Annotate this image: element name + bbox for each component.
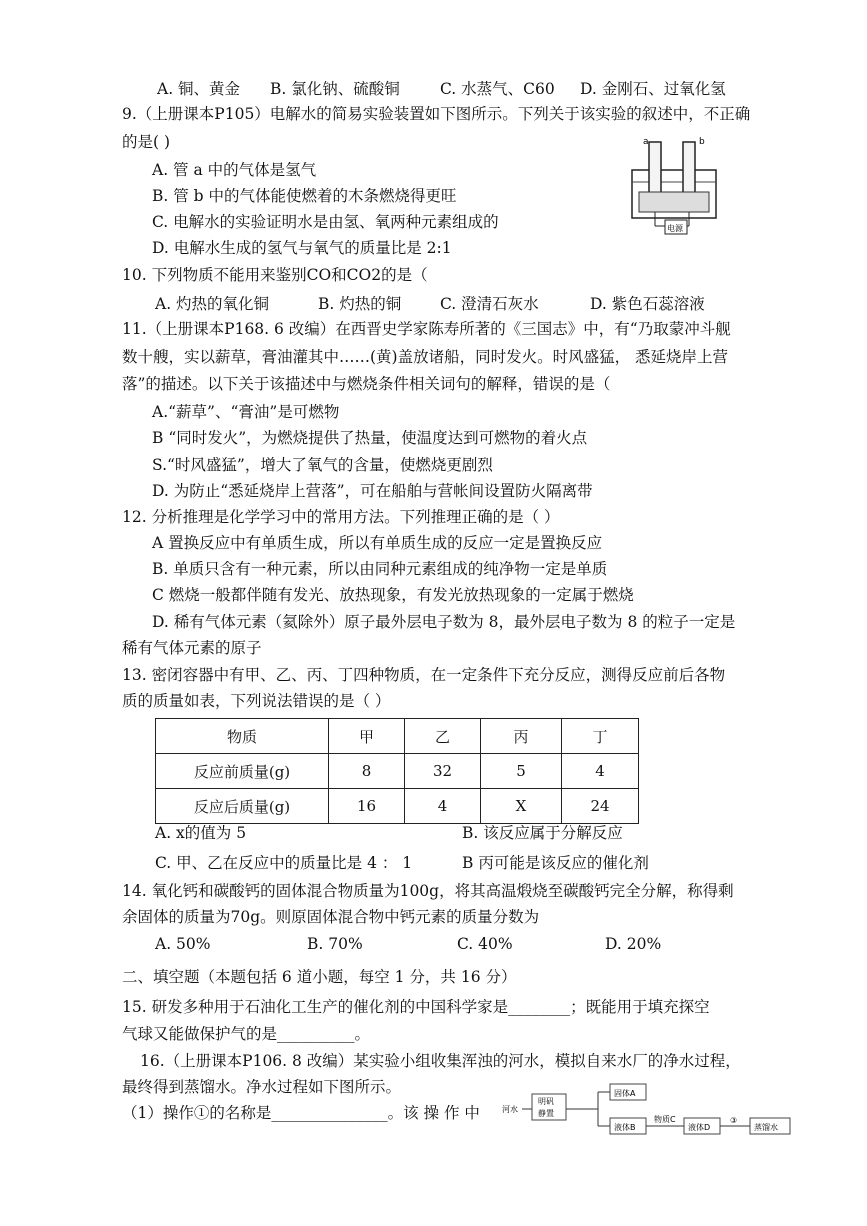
q15-line2: 气球又能做保护气的是__________。 — [122, 1025, 371, 1043]
q12-option-d-continued: 稀有气体元素的原子 — [122, 639, 262, 657]
q13-option-a: A. x的值为 5 — [155, 824, 247, 842]
q9-stem-line2: 的是( ) — [122, 133, 171, 151]
mass-table — [155, 718, 639, 824]
table-header-cell: 甲 — [329, 719, 405, 754]
q11-stem-line3: 落”的描述。以下关于该描述中与燃烧条件相关词句的解释，错误的是（ — [122, 375, 611, 393]
q11-option-d: D. 为防止“悉延烧岸上营落”，可在船舶与营帐间设置防火隔离带 — [152, 482, 593, 500]
table-header-row — [156, 719, 639, 754]
q8-option-b: B. 氯化钠、硫酸铜 — [270, 80, 400, 98]
flow-settle: 静置 — [538, 1109, 554, 1118]
flow-distilled-water: 蒸馏水 — [754, 1123, 778, 1132]
table-cell: 反应后质量(g) — [156, 789, 329, 824]
q10-option-b: B. 灼热的铜 — [318, 295, 402, 313]
flow-substance-c: 物质C — [654, 1115, 676, 1124]
q11-stem-line1: 11.（上册课本P168. 6 改编）在西晋史学家陈寿所著的《三国志》中，有“乃取蒙冲斗舰 — [122, 320, 731, 338]
q13-stem-line1: 13. 密闭容器中有甲、乙、丙、丁四种物质，在一定条件下充分反应，测得反应前后各物 — [122, 666, 726, 684]
purification-flow-diagram — [498, 1078, 798, 1138]
q14-option-c: C. 40% — [457, 935, 513, 953]
q8-option-a: A. 铜、黄金 — [157, 80, 241, 98]
q12-option-d: D. 稀有气体元素（氦除外）原子最外层电子数为 8，最外层电子数为 8 的粒子一定是 — [152, 613, 736, 631]
table-header-cell: 乙 — [405, 719, 481, 754]
q8-option-c: C. 水蒸气、C60 — [440, 80, 555, 98]
q10-option-c: C. 澄清石灰水 — [440, 295, 539, 313]
table-cell: 4 — [405, 789, 481, 824]
q14-stem-line2: 余固体的质量为70g。则原固体混合物中钙元素的质量分数为 — [122, 908, 540, 926]
q8-option-d: D. 金刚石、过氧化氢 — [580, 80, 726, 98]
table-cell: X — [481, 789, 562, 824]
q13-stem-line2: 质的质量如表，下列说法错误的是（ ） — [122, 692, 391, 710]
q12-stem: 12. 分析推理是化学学习中的常用方法。下列推理正确的是（ ） — [122, 508, 560, 526]
flow-alum: 明矾 — [538, 1097, 554, 1106]
table-cell: 24 — [562, 789, 639, 824]
q9-option-c: C. 电解水的实验证明水是由氢、氧两种元素组成的 — [152, 213, 499, 231]
flow-liquid-b: 液体B — [614, 1123, 636, 1132]
q9-option-d: D. 电解水生成的氢气与氧气的质量比是 2:1 — [152, 239, 452, 257]
power-source-label: 电源 — [667, 224, 683, 233]
table-cell: 5 — [481, 754, 562, 789]
q14-option-a: A. 50% — [155, 935, 211, 953]
flow-river-water: 河水 — [502, 1105, 518, 1114]
q13-option-c: C. 甲、乙在反应中的质量比是 4 ： 1 — [155, 854, 413, 872]
table-cell: 反应前质量(g) — [156, 754, 329, 789]
q12-option-c: C 燃烧一般都伴随有发光、放热现象，有发光放热现象的一定属于燃烧 — [152, 586, 634, 604]
q11-option-b: B “同时发火”，为燃烧提供了热量，使温度达到可燃物的着火点 — [152, 429, 588, 447]
q12-option-a: A 置换反应中有单质生成，所以有单质生成的反应一定是置换反应 — [152, 534, 603, 552]
q16-line3: （1）操作①的名称是_______________。该 操 作 中 — [122, 1104, 480, 1122]
q13-option-b: B. 该反应属于分解反应 — [462, 824, 623, 842]
table-header-cell: 物质 — [156, 719, 329, 754]
table-cell: 8 — [329, 754, 405, 789]
q12-option-b: B. 单质只含有一种元素，所以由同种元素组成的纯净物一定是单质 — [152, 560, 608, 578]
flow-liquid-d: 液体D — [688, 1123, 711, 1132]
tube-b-label: b — [699, 137, 705, 147]
q9-option-a: A. 管 a 中的气体是氢气 — [152, 161, 317, 179]
flow-solid-a: 固体A — [614, 1089, 636, 1098]
q16-line2: 最终得到蒸馏水。净水过程如下图所示。 — [122, 1078, 402, 1096]
q14-stem-line1: 14. 氧化钙和碳酸钙的固体混合物质量为100g，将其高温煅烧至碳酸钙完全分解，称得剩 — [122, 882, 734, 900]
q13-option-d: B 丙可能是该反应的催化剂 — [462, 854, 649, 872]
q15-line1: 15. 研发多种用于石油化工生产的催化剂的中国科学家是________；既能用于填充探空 — [122, 998, 710, 1016]
q11-option-a: A.“薪草”、“膏油”是可燃物 — [152, 403, 340, 421]
q9-option-b: B. 管 b 中的气体能使燃着的木条燃烧得更旺 — [152, 187, 457, 205]
q10-option-a: A. 灼热的氧化铜 — [155, 295, 270, 313]
table-header-cell: 丁 — [562, 719, 639, 754]
table-row — [156, 754, 639, 789]
table-row — [156, 789, 639, 824]
q14-option-d: D. 20% — [605, 935, 662, 953]
section-heading: 二、填空题（本题包括 6 道小题，每空 1 分，共 16 分） — [122, 968, 517, 986]
tube-a-label: a — [643, 137, 649, 147]
q11-option-c: S.“时风盛猛”，增大了氧气的含量，使燃烧更剧烈 — [152, 456, 493, 474]
q11-stem-line2: 数十艘，实以薪草，膏油灌其中……(黄)盖放诸船，同时发火。时风盛猛， 悉延烧岸上营 — [122, 348, 729, 366]
table-cell: 4 — [562, 754, 639, 789]
q14-option-b: B. 70% — [307, 935, 363, 953]
flow-step3: ③ — [730, 1116, 738, 1125]
q10-option-d: D. 紫色石蕊溶液 — [590, 295, 705, 313]
q16-line1: 16.（上册课本P106. 8 改编）某实验小组收集浑浊的河水，模拟自来水厂的净水过程， — [140, 1052, 741, 1070]
q10-stem: 10. 下列物质不能用来鉴别CO和CO2的是（ — [122, 266, 428, 284]
table-cell: 16 — [329, 789, 405, 824]
table-header-cell: 丙 — [481, 719, 562, 754]
q9-stem-line1: 9.（上册课本P105）电解水的简易实验装置如下图所示。下列关于该实验的叙述中，不正确 — [122, 105, 751, 123]
table-cell: 32 — [405, 754, 481, 789]
electrolysis-apparatus-figure — [625, 132, 725, 238]
